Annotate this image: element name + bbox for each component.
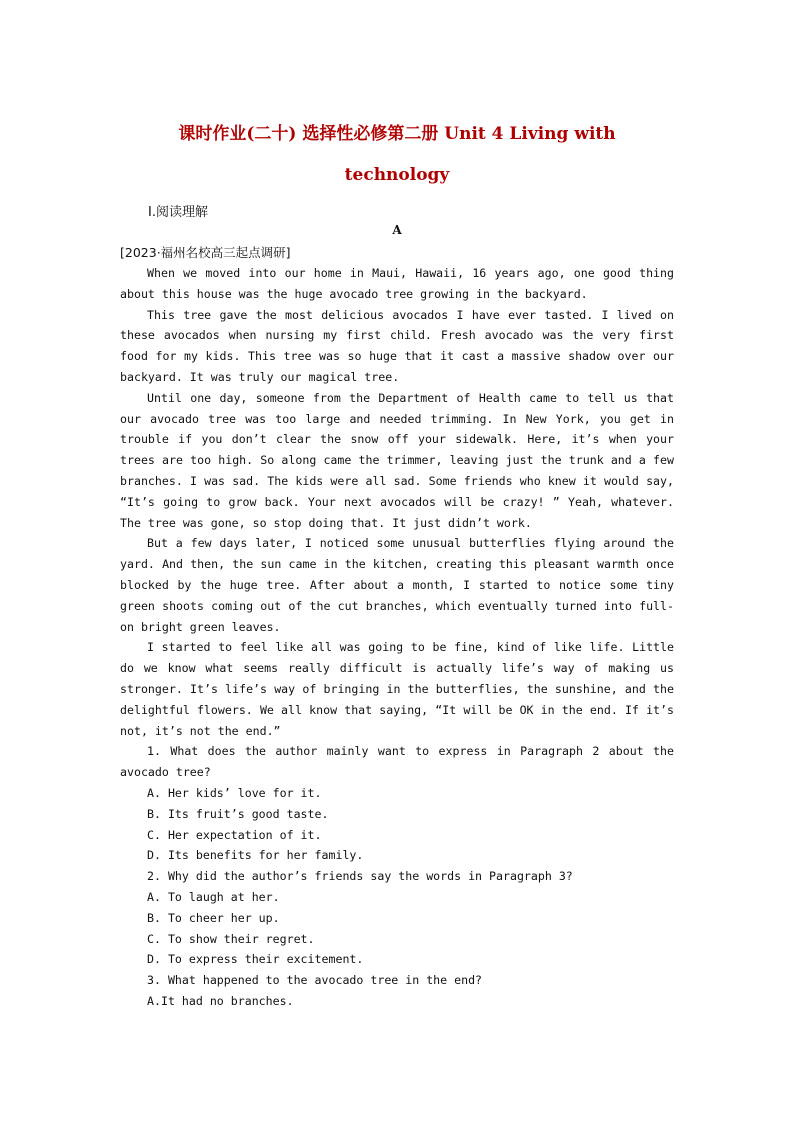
page-title-line-1: 课时作业(二十) 选择性必修第二册 Unit 4 Living with (178, 124, 616, 144)
page-title-line-2: technology (344, 165, 450, 185)
passage-paragraph: When we moved into our home in Maui, Hawaii, 16 years ago, one good thing about this house was the huge avocado tree growing in the backyard. (120, 266, 674, 301)
passage-paragraph: Until one day, someone from the Department of Health came to tell us that our avocado tree was too large and needed trimming. In New York, you get in trouble if you don’t clear the snow off your sidewalk. Here, it’s when your trees are too high. So along came the trimmer, leaving just the trunk and a few branches. I was sad. The kids were all sad. Some friends who knew it would say, “It’s going to grow back. Your next avocados will be crazy! ” Yeah, whatever. The tree was gone, so stop doing that. It just didn’t work. (120, 390, 674, 530)
answer-option: D. To express their excitement. (147, 952, 364, 967)
answer-option: B. Its fruit’s good taste. (147, 806, 329, 821)
answer-option: B. To cheer her up. (147, 910, 280, 925)
part-label: A (392, 223, 402, 237)
question-stem: 1. What does the author mainly want to express in Paragraph 2 about the avocado tree? (120, 744, 674, 780)
answer-option: C. Her expectation of it. (147, 827, 322, 842)
question-stem: 2. Why did the author’s friends say the words in Paragraph 3? (147, 869, 573, 884)
passage-paragraph: But a few days later, I noticed some unusual butterflies flying around the yard. And then, the sun came in the kitchen, creating this pleasant warmth once blocked by the huge tree. After about a month, I started to notice some tiny green shoots coming out of the cut branches, which eventually turned into full-on bright green leaves. (120, 536, 674, 634)
answer-option: A.It had no branches. (147, 993, 294, 1008)
answer-option: C. To show their regret. (147, 931, 315, 946)
source-note: [2023·福州名校高三起点调研] (120, 245, 291, 260)
passage-paragraph: This tree gave the most delicious avocados I have ever tasted. I lived on these avocados when nursing my first child. Fresh avocado was the very first food for my kids. This tree was so huge that it cast a massive shadow over our backyard. It was truly our magical tree. (120, 307, 674, 384)
question-stem: 3. What happened to the avocado tree in the end? (147, 973, 483, 988)
answer-option: D. Its benefits for her family. (147, 848, 364, 863)
passage-paragraph: I started to feel like all was going to be fine, kind of like life. Little do we know what seems really difficult is actually life’s way of making us stronger. It’s life’s way of bringing in the butterflies, the sunshine, and the delightful flowers. We all know that saying, “It will be OK in the end. If it’s not, it’s not the end.” (120, 640, 674, 738)
answer-option: A. To laugh at her. (147, 889, 280, 904)
section-heading: Ⅰ.阅读理解 (148, 205, 208, 220)
reading-body (120, 263, 674, 1012)
answer-option: A. Her kids’ love for it. (147, 785, 322, 800)
